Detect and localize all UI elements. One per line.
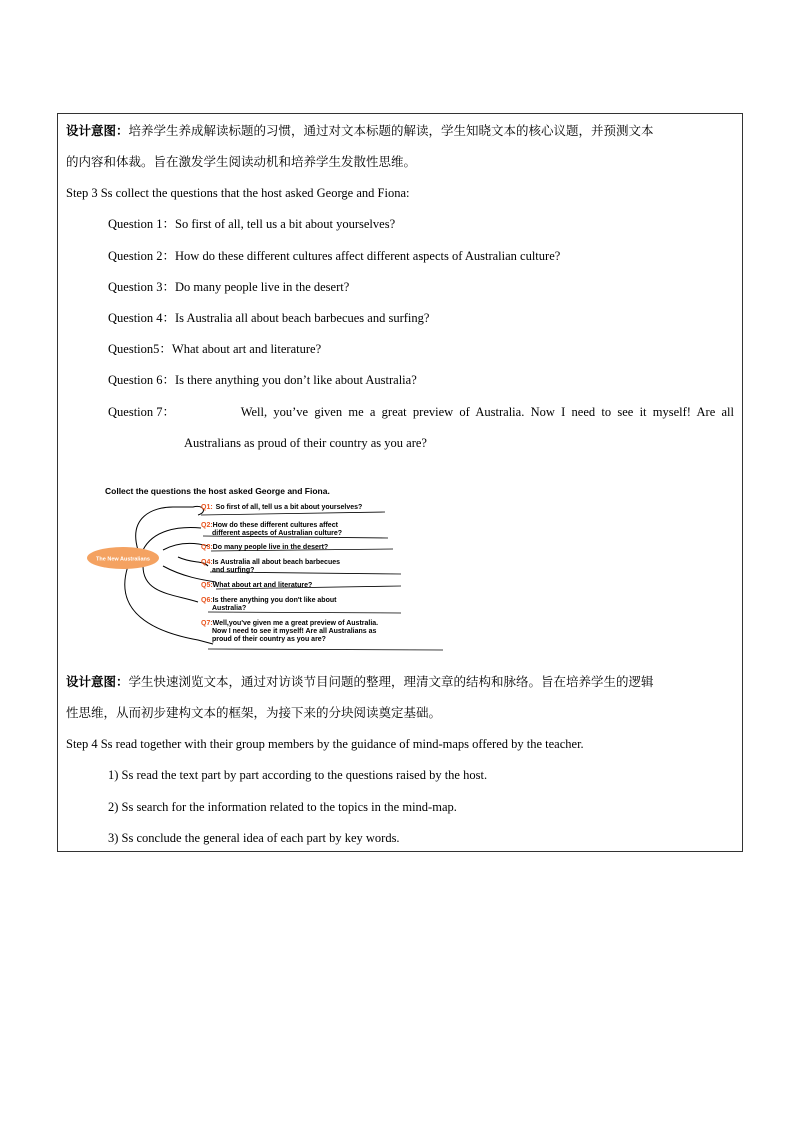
question-7-continued: Australians as proud of their country as you are?: [184, 436, 427, 450]
design-intent-1-line1: 设计意图：培养学生养成解读标题的习惯，通过对文本标题的解读，学生知晓文本的核心议题，并预测文本: [66, 123, 654, 138]
question-6: Question 6：Is there anything you don’t like about Australia?: [108, 373, 417, 387]
content-table-cell: [57, 113, 743, 852]
branch-q6-line2: Australia?: [212, 605, 247, 612]
branch-q5: Q5:What about art and literature?: [201, 582, 313, 589]
step4-item-1: 1) Ss read the text part by part according to the questions raised by the host.: [108, 768, 488, 782]
branch-q4-line2: and surfing?: [212, 567, 255, 574]
step3-heading: Step 3 Ss collect the questions that the host asked George and Fiona:: [66, 186, 410, 200]
question-4: Question 4：Is Australia all about beach barbecues and surfing?: [108, 311, 430, 325]
mind-map-title: Collect the questions the host asked George and Fiona.: [105, 486, 330, 496]
branch-q7-line2: Now I need to see it myself! Are all Australians as: [212, 628, 377, 635]
question-1: Question 1：So first of all, tell us a bit about yourselves?: [108, 217, 396, 231]
question-7: Question 7： Well, you’ve given me a great preview of Australia. Now I need to see it myself! Are all: [108, 405, 734, 419]
question-3: Question 3：Do many people live in the desert?: [108, 280, 350, 294]
design-intent-label-2: 设计意图：: [66, 674, 129, 689]
branch-q7: Q7:Well,you've given me a great preview of Australia.: [201, 620, 379, 627]
design-intent-label: 设计意图：: [66, 123, 129, 138]
branch-q2-line2: different aspects of Australian culture?: [212, 530, 343, 537]
branch-q1: Q1: So first of all, tell us a bit about yourselves?: [201, 504, 363, 511]
mind-map-center-label: The New Australians: [96, 556, 150, 563]
step4-item-3: 3) Ss conclude the general idea of each part by key words.: [108, 831, 400, 845]
branch-q2: Q2:How do these different cultures affect: [201, 522, 338, 529]
step4-item-2: 2) Ss search for the information related to the topics in the mind-map.: [108, 800, 457, 814]
branch-q6: Q6:Is there anything you don't like about: [201, 597, 337, 604]
step4-heading: Step 4 Ss read together with their group members by the guidance of mind-maps offered by the teacher.: [66, 737, 584, 751]
branch-q4: Q4:Is Australia all about beach barbecues: [201, 559, 341, 566]
design-intent-2-line1: 设计意图：学生快速浏览文本，通过对访谈节目问题的整理，理清文章的结构和脉络。旨在培养学生的逻辑: [66, 674, 654, 689]
question-5: Question5：What about art and literature?: [108, 342, 322, 356]
branch-q7-line3: proud of their country as you are?: [212, 636, 326, 643]
design-intent-1-line2: 的内容和体裁。旨在激发学生阅读动机和培养学生发散性思维。: [66, 154, 417, 169]
design-intent-2-line2: 性思维，从而初步建构文本的框架，为接下来的分块阅读奠定基础。: [66, 705, 442, 720]
branch-q3: Q3:Do many people live in the desert?: [201, 544, 329, 551]
question-2: Question 2：How do these different cultures affect different aspects of Australian culture?: [108, 249, 561, 263]
mind-map-figure: [83, 482, 463, 652]
